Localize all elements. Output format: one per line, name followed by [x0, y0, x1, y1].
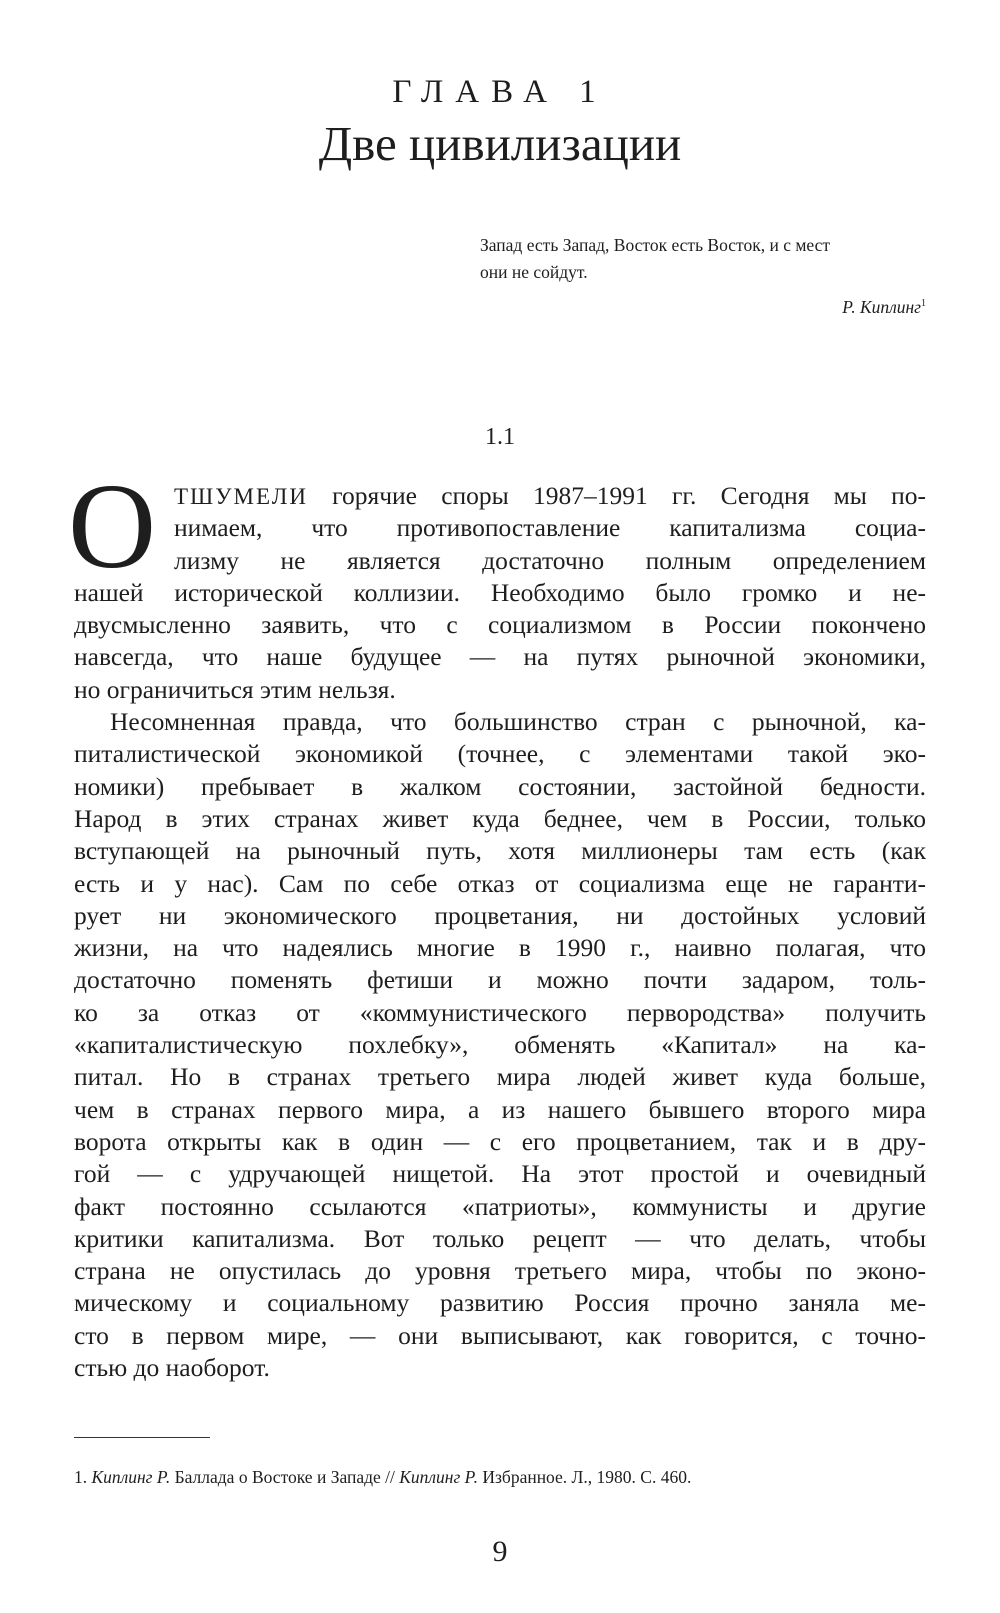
- section-number: 1.1: [485, 424, 515, 450]
- footnote-author: Киплинг Р.: [91, 1467, 171, 1487]
- text-line: Несомненная правда, что большинство стран с рыночной, ка-: [110, 707, 926, 737]
- text-line: питал. Но в странах третьего мира людей живет куда больше,: [74, 1062, 926, 1092]
- text-line: страна не опустилась до уровня третьего мира, чтобы по эконо-: [74, 1256, 926, 1286]
- text-line: рует ни экономического процветания, ни достойных условий: [74, 900, 926, 930]
- footnote-reference[interactable]: 1: [921, 298, 926, 309]
- text-line: факт постоянно ссылаются «патриоты», коммунисты и другие: [74, 1191, 926, 1221]
- footnote-text: Избранное. Л., 1980. С. 460.: [477, 1467, 692, 1487]
- drop-cap: О: [68, 459, 157, 594]
- epigraph-author: [480, 293, 926, 318]
- text-line: критики капитализма. Вот только рецепт — что делать, чтобы: [74, 1223, 926, 1253]
- footnote-author: Киплинг Р.: [399, 1467, 478, 1487]
- text-line: ко за отказ от «коммунистического первородства» получить: [74, 997, 926, 1027]
- text-line: лизму не является достаточно полным определением: [174, 545, 926, 575]
- text-line: мическому и социальному развитию Россия прочно заняла ме-: [74, 1288, 926, 1318]
- text-line: но ограничиться этим нельзя.: [74, 674, 396, 704]
- text-line: «капиталистическую похлебку», обменять «Капитал» на ка-: [74, 1030, 926, 1060]
- epigraph-line: они не сойдут.: [480, 262, 588, 282]
- page-number: 9: [492, 1535, 508, 1568]
- text-line: навсегда, что наше будущее — на путях рыночной экономики,: [74, 642, 926, 672]
- text-line: есть и у нас). Сам по себе отказ от социализма еще не гаранти-: [74, 868, 926, 898]
- text-line: нашей исторической коллизии. Необходимо было громко и не-: [74, 577, 926, 607]
- text-line: двусмысленно заявить, что с социализмом в России покончено: [74, 610, 926, 640]
- text-line: сто в первом мире, — они выписывают, как говорится, с точно-: [74, 1320, 926, 1350]
- chapter-label: ГЛАВА 1: [392, 74, 608, 110]
- text-line: достаточно поменять фетиши и можно почти задаром, толь-: [74, 965, 926, 995]
- text-line: Народ в этих странах живет куда беднее, чем в России, только: [74, 803, 926, 833]
- text-line: вступающей на рыночный путь, хотя миллионеры там есть (как: [74, 836, 926, 866]
- epigraph: [480, 232, 926, 286]
- text-line: чем в странах первого мира, а из нашего бывшего второго мира: [74, 1094, 926, 1124]
- footnote-divider: [74, 1437, 210, 1438]
- footnote-number: 1.: [74, 1467, 88, 1487]
- text-line: жизни, на что надеялись многие в 1990 г., наивно полагая, что: [74, 933, 926, 963]
- footnote-text: Баллада о Востоке и Западе //: [170, 1467, 400, 1487]
- text-line: стью до наоборот.: [74, 1353, 270, 1383]
- text-line: нимаем, что противопоставление капитализма социа-: [174, 513, 926, 543]
- body-text: [68, 459, 926, 1384]
- text-line: номики) пребывает в жалком состоянии, застойной бедности.: [74, 771, 926, 801]
- text-line: гой — с удручающей нищетой. На этот простой и очевидный: [74, 1159, 926, 1189]
- text-line: ворота открыты как в один — с его процветанием, так и в дру-: [74, 1126, 926, 1156]
- epigraph-author-name: Р. Киплинг: [842, 296, 921, 317]
- chapter-title: Две цивилизации: [318, 116, 682, 171]
- epigraph-line: Запад есть Запад, Восток есть Восток, и с мест: [480, 235, 831, 255]
- text-line: питалистической экономикой (точнее, с элементами такой эко-: [74, 739, 926, 769]
- footnote: [74, 1465, 926, 1489]
- first-line-text: горячие споры 1987–1991 гг. Сегодня мы по-: [307, 481, 926, 510]
- first-word: ТШУМЕЛИ: [174, 484, 308, 509]
